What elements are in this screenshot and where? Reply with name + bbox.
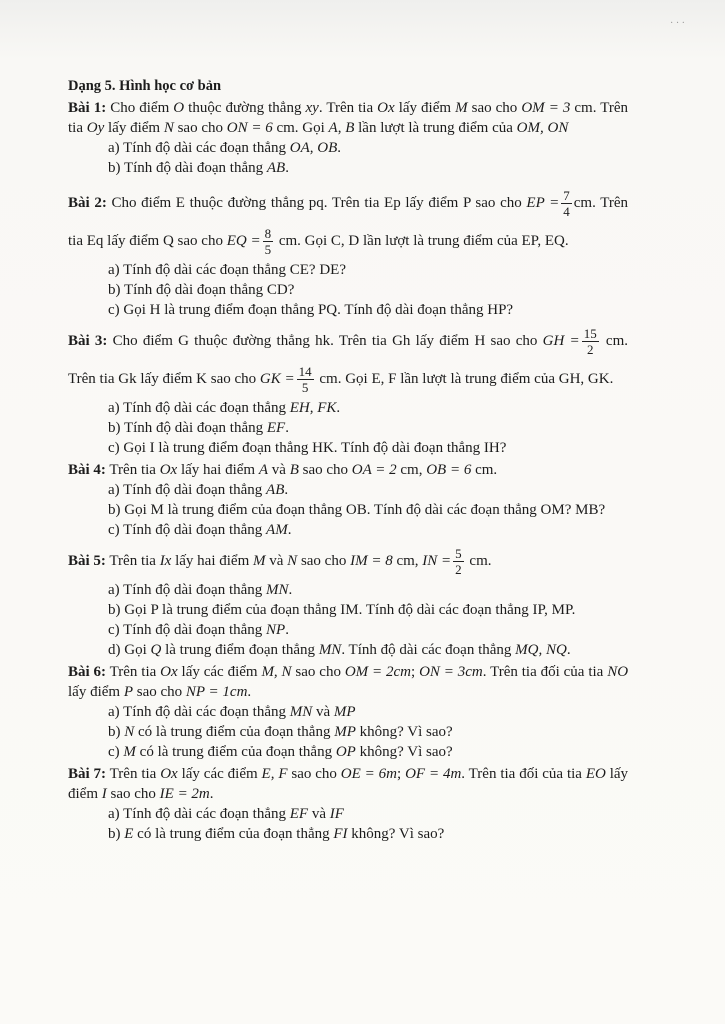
problem-label: Bài 3: [68, 333, 108, 349]
problem-3-statement: Bài 3: Cho điểm G thuộc đường thẳng hk. Trên tia Gh lấy điểm H sao cho GH = $\frac{15}{2}$ cm. Trên tia Gk lấy điểm K sao cho GK = $\frac{14}{5}$ cm. Gọi E, F lần lượt là trung điểm của GH, GK. [68, 326, 628, 396]
problem-3-part-b: b) Tính độ dài đoạn thẳng EF. [108, 420, 289, 436]
worksheet [68, 76, 628, 846]
problem-2 [68, 184, 628, 320]
problem-3-part-c: c) Gọi I là trung điểm đoạn thẳng HK. Tính độ dài đoạn thẳng IH? [108, 440, 507, 456]
problem-1-statement: Bài 1: Cho điểm O thuộc đường thẳng xy. Trên tia Ox lấy điểm M sao cho OM = 3 cm. Trên tia Oy lấy điểm N sao cho ON = 6 cm. Gọi A, B lần lượt là trung điểm của OM, ON [68, 100, 629, 136]
problem-label: Bài 4: [68, 462, 106, 478]
problem-2-part-c: c) Gọi H là trung điểm đoạn thẳng PQ. Tính độ dài đoạn thẳng HP? [108, 302, 514, 318]
fraction-in: $\frac{5}{2}$ [455, 546, 462, 578]
problem-4-part-a: a) Tính độ dài đoạn thẳng AB. [108, 482, 289, 498]
fraction-ep: $\frac{7}{4}$ [563, 188, 570, 220]
problem-6-part-b: b) N có là trung điểm của đoạn thẳng MP không? Vì sao? [108, 724, 453, 740]
problem-1-part-a: a) Tính độ dài các đoạn thẳng OA, OB. [108, 140, 341, 156]
problem-5-statement: Bài 5: Trên tia Ix lấy hai điểm M và N sao cho IM = 8 cm, IN = $\frac{5}{2}$ cm. [68, 546, 492, 578]
problem-2-part-b: b) Tính độ dài đoạn thẳng CD? [108, 282, 295, 298]
fraction-gh: $\frac{15}{2}$ [583, 326, 597, 358]
problem-3-part-a: a) Tính độ dài các đoạn thẳng EH, FK. [108, 400, 341, 416]
problem-3 [68, 322, 628, 458]
problem-7-part-a: a) Tính độ dài các đoạn thẳng EF và IF [108, 806, 344, 822]
fraction-gk: $\frac{14}{5}$ [298, 364, 312, 396]
problem-4-statement: Bài 4: Trên tia Ox lấy hai điểm A và B sao cho OA = 2 cm, OB = 6 cm. [68, 462, 498, 478]
problem-7-part-b: b) E có là trung điểm của đoạn thẳng FI không? Vì sao? [108, 826, 445, 842]
problem-5 [68, 542, 628, 660]
problem-7 [68, 764, 628, 844]
problem-6-part-a: a) Tính độ dài các đoạn thẳng MN và MP [108, 704, 356, 720]
problem-5-part-a: a) Tính độ dài đoạn thẳng MN. [108, 582, 293, 598]
problem-1-part-b: b) Tính độ dài đoạn thẳng AB. [108, 160, 289, 176]
problem-5-part-c: c) Tính độ dài đoạn thẳng NP. [108, 622, 289, 638]
problem-label: Bài 7: [68, 766, 107, 782]
fraction-eq: $\frac{8}{5}$ [264, 226, 272, 258]
problem-5-part-d: d) Gọi Q là trung điểm đoạn thẳng MN. Tính độ dài các đoạn thẳng MQ, NQ. [108, 642, 571, 658]
section-heading: Dạng 5. Hình học cơ bản [68, 78, 222, 94]
problem-label: Bài 1: [68, 100, 107, 116]
problem-label: Bài 5: [68, 553, 106, 569]
problem-7-statement: Bài 7: Trên tia Ox lấy các điểm E, F sao cho OE = 6m; OF = 4m. Trên tia đối của tia EO lấy điểm I sao cho IE = 2m. [68, 766, 629, 802]
problem-6-statement: Bài 6: Trên tia Ox lấy các điểm M, N sao cho OM = 2cm; ON = 3cm. Trên tia đối của tia NO lấy điểm P sao cho NP = 1cm. [68, 664, 629, 700]
problem-5-part-b: b) Gọi P là trung điểm của đoạn thẳng IM. Tính độ dài các đoạn thẳng IP, MP. [108, 602, 576, 618]
problem-label: Bài 2: [68, 195, 107, 211]
problem-2-part-a: a) Tính độ dài các đoạn thẳng CE? DE? [108, 262, 346, 278]
problem-6-part-c: c) M có là trung điểm của đoạn thẳng OP không? Vì sao? [108, 744, 453, 760]
problem-4 [68, 460, 628, 540]
problem-2-statement: Bài 2: Cho điểm E thuộc đường thẳng pq. Trên tia Ep lấy điểm P sao cho EP = $\frac{7}{4}$ cm. Trên tia Eq lấy điểm Q sao cho EQ = $\frac{8}{5}$ cm. Gọi C, D lần lượt là trung điểm của EP, EQ. [68, 188, 628, 258]
scan-specks: · · · [670, 18, 685, 29]
problem-label: Bài 6: [68, 664, 107, 680]
problem-4-part-b: b) Gọi M là trung điểm của đoạn thẳng OB. Tính độ dài các đoạn thẳng OM? MB? [108, 502, 606, 518]
problem-6 [68, 662, 628, 762]
problem-1 [68, 98, 628, 178]
problem-4-part-c: c) Tính độ dài đoạn thẳng AM. [108, 522, 292, 538]
